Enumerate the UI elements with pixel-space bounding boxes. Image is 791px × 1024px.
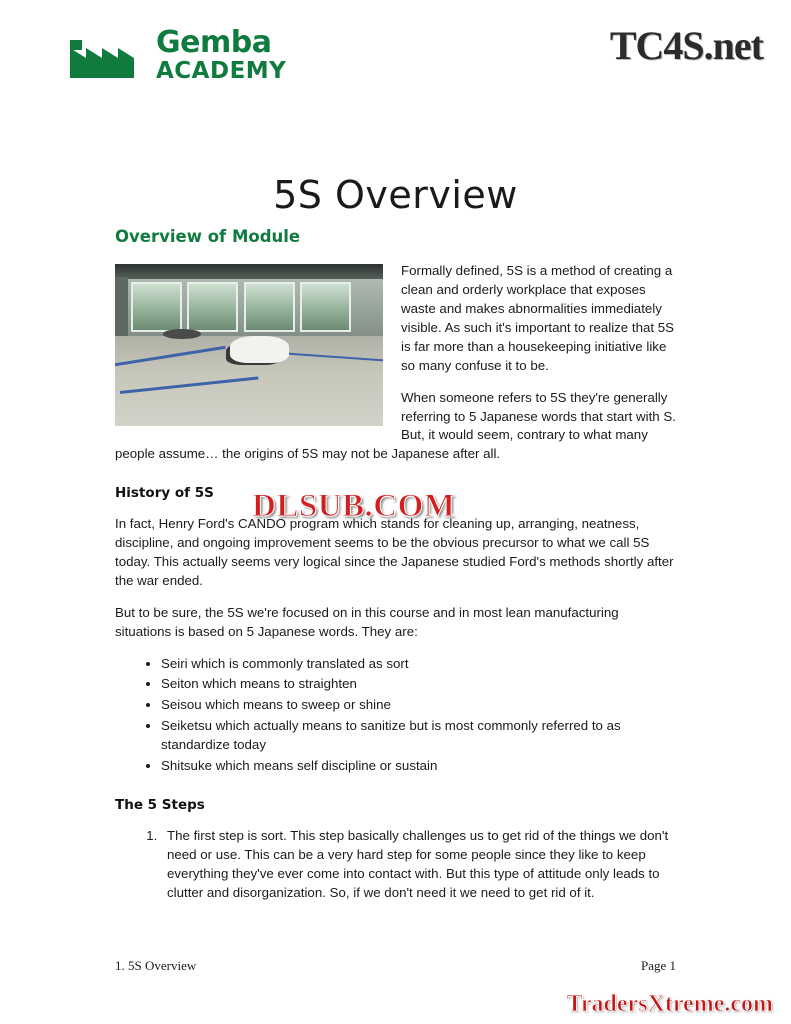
section-heading-steps: The 5 Steps [115, 796, 205, 813]
watermark-bottom: TradersXtreme.com [566, 991, 773, 1017]
section-heading-history: History of 5S [115, 485, 214, 502]
logo-wordmark [156, 25, 287, 84]
logo-line-2: ACADEMY [156, 58, 287, 84]
section-heading-overview: Overview of Module [115, 227, 301, 246]
list-item: • Seiri which is commonly translated as sort [161, 655, 677, 674]
list-item: • Seiton which means to straighten [161, 675, 677, 694]
dojo-photo [115, 264, 383, 426]
five-steps-list [115, 827, 677, 903]
paragraph-history-2: But to be sure, the 5S we're focused on in this course and in most lean manufacturing situations is based on 5 Japanese words. They are: [115, 604, 619, 639]
list-item: • Seiketsu which actually means to sanitize but is most commonly referred to as standardize today [161, 717, 677, 755]
list-item: • Seisou which means to sweep or shine [161, 696, 677, 715]
paragraph-history-1: In fact, Henry Ford's CANDO program which stands for cleaning up, arranging, neatness, discipline, and ongoing improvement seems to be the obvious precursor to what we call 5S today. This actually seems very logical since the Japanese studied Ford's methods shortly after the war ended. [115, 516, 674, 588]
paragraph-intro-2: When someone refers to 5S they're generally referring to 5 Japanese words that start with S. But, it would seem, contrary to what many people assume… the origins of 5S may not be Japanese after all. [115, 389, 676, 462]
factory-icon [68, 32, 146, 80]
document-body [115, 225, 677, 914]
page-footer [115, 958, 676, 974]
footer-left-text: 1. 5S Overview [115, 958, 197, 973]
footer-page-number: Page 1 [640, 958, 676, 973]
five-s-word-list [115, 655, 677, 776]
watermark-center: DLSUB.COM [252, 488, 456, 524]
paragraph-intro-1: Formally defined, 5S is a method of creating a clean and orderly workplace that exposes waste and makes abnormalities immediately visible. As such it's important to realize that 5S is far more than a housekeeping initiative like so many confuse it to be. [401, 263, 675, 373]
page-header [0, 18, 791, 98]
gemba-academy-logo [68, 25, 287, 84]
watermark-top: TC4S.net [609, 23, 763, 68]
logo-line-1: Gemba [156, 25, 272, 60]
list-item: 1. The first step is sort. This step basically challenges us to get rid of the things we don't need or use. This can be a very hard step for some people since they like to keep everything they've ever come into contact with. But this type of attitude only leads to clutter and disorganization. So, if we don't need it we need to get rid of it. [161, 827, 677, 903]
page-title: 5S Overview [273, 173, 518, 218]
list-item: • Shitsuke which means self discipline or sustain [161, 757, 677, 776]
